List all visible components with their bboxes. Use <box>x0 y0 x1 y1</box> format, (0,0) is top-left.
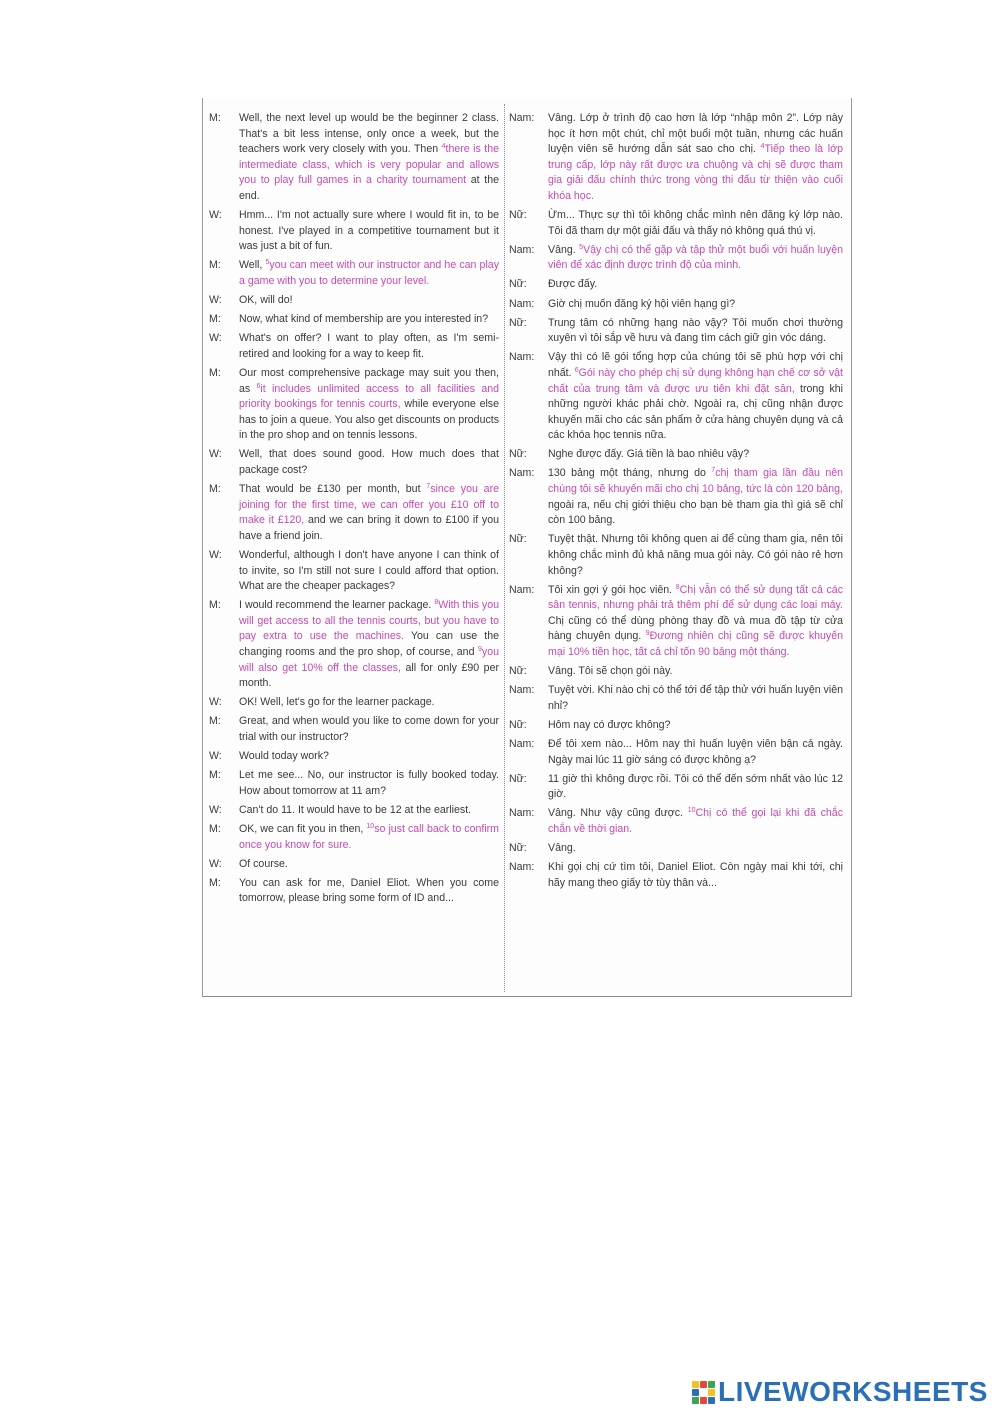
dialogue-line <box>509 466 843 528</box>
plain-text: while everyone else has to join a queue. You also get discounts on products in the pro shop and on tennis lessons. <box>239 398 499 442</box>
plain-text: Vâng. Tôi sẽ chọn gói này. <box>548 665 673 678</box>
speaker-label: Nữ: <box>509 665 527 678</box>
logo-square <box>708 1397 715 1404</box>
dialogue-line <box>509 718 843 734</box>
speaker-label: Nam: <box>509 467 535 480</box>
dialogue-text <box>239 857 499 873</box>
dialogue-text <box>548 737 843 768</box>
plain-text: I would recommend the learner package. <box>239 599 435 612</box>
answer-number: 4 <box>760 143 765 151</box>
plain-text: 11 giờ thì không được rồi. Tôi có thể đến sớm nhất vào lúc 12 giờ. <box>548 772 843 801</box>
plain-text: Chị cũng có thể dùng phòng thay đồ và mua đồ tập từ cửa hàng chuyên dụng. <box>548 614 843 643</box>
speaker-label: Nam: <box>509 684 535 697</box>
dialogue-text <box>239 208 499 255</box>
plain-text: OK, we can fit you in then, <box>239 822 367 835</box>
logo-square <box>700 1397 707 1404</box>
liveworksheets-logo[interactable] <box>692 1377 988 1407</box>
plain-text: Vâng. <box>548 243 580 256</box>
highlighted-answer-text: there is the intermediate class, which is very popular and allows you to play full games in a charity tournament <box>239 143 499 187</box>
dialogue-line <box>207 447 499 478</box>
dialogue-text <box>239 803 499 819</box>
speaker-label: Nữ: <box>509 209 527 222</box>
dialogue-text <box>548 860 843 891</box>
plain-text: Our most comprehensive package may suit you then, as <box>239 366 499 395</box>
plain-text: Great, and when would you like to come down for your trial with our instructor? <box>239 715 499 743</box>
speaker-label: Nữ: <box>509 278 527 291</box>
plain-text: and we can bring it down to £100 if you have a friend join. <box>239 514 499 542</box>
speaker-label: Nữ: <box>509 533 527 546</box>
dialogue-text <box>239 111 499 205</box>
speaker-label: Nữ: <box>509 316 527 329</box>
speaker-label: M: <box>209 313 221 326</box>
speaker-label: W: <box>209 448 222 461</box>
dialogue-line <box>207 331 499 362</box>
dialogue-text <box>239 749 499 765</box>
plain-text: Can't do 11. It would have to be 12 at the earliest. <box>239 803 472 816</box>
plain-text: Ừm... Thực sự thì tôi không chắc mình nên đăng ký lớp nào. Tôi đã tham dự một giải đấu và thấy nó không quá thú vị. <box>548 209 843 237</box>
dialogue-text <box>548 350 843 444</box>
dialogue-text <box>548 243 843 274</box>
speaker-label: Nam: <box>509 583 535 596</box>
plain-text: Wonderful, although I don't have anyone I can think of to invite, so I'm still not sure I could afford that option. What are the cheaper packages? <box>239 548 499 593</box>
dialogue-line <box>509 350 843 444</box>
dialogue-line <box>207 111 499 205</box>
dialogue-text <box>239 768 499 799</box>
logo-square <box>692 1389 699 1396</box>
highlighted-answer-text: Chị có thể gọi lại khi đã chắc chắn về thời gian. <box>548 807 843 835</box>
plain-text: You can ask for me, Daniel Eliot. When you come tomorrow, please bring some form of ID and... <box>239 876 499 905</box>
speaker-label: W: <box>209 696 222 709</box>
dialogue-line <box>207 598 499 692</box>
answer-number: 5 <box>265 259 270 267</box>
dialogue-line <box>207 749 499 765</box>
plain-text: Để tôi xem nào... Hôm nay thì huấn luyện viên bận cả ngày. Ngày mai lúc 11 giờ sáng có được không ạ? <box>548 737 843 766</box>
dialogue-line <box>509 737 843 768</box>
dialogue-text <box>239 447 499 478</box>
speaker-label: Nữ: <box>509 842 527 855</box>
dialogue-line <box>207 876 499 907</box>
plain-text: Nghe được đấy. Giá tiền là bao nhiêu vậy? <box>548 448 750 461</box>
dialogue-line <box>207 803 499 819</box>
highlighted-answer-text: so just call back to confirm once you know for sure. <box>239 822 499 851</box>
dialogue-line <box>207 695 499 711</box>
speaker-label: M: <box>209 259 221 272</box>
speaker-label: M: <box>209 112 221 124</box>
dialogue-line <box>509 297 843 313</box>
logo-grid-icon <box>692 1381 715 1404</box>
dialogue-line <box>509 806 843 837</box>
plain-text: Vâng. Như vậy cũng được. <box>548 807 688 820</box>
speaker-label: W: <box>209 857 222 870</box>
speaker-label: W: <box>209 750 222 763</box>
logo-square <box>700 1389 707 1396</box>
dialogue-text <box>548 806 843 837</box>
speaker-label: M: <box>209 483 221 496</box>
speaker-label: Nam: <box>509 351 535 364</box>
plain-text: Hmm... I'm not actually sure where I would fit in, to be honest. I've played in a competitive tournament but it was just a bit of fun. <box>239 209 499 253</box>
answer-number: 9 <box>478 646 482 653</box>
plain-text: ngoài ra, nếu chị giới thiệu cho bạn bè tham gia thì giá sẽ chỉ còn 100 bảng. <box>548 498 843 527</box>
dialogue-text <box>239 482 499 544</box>
answer-number: 4 <box>441 143 446 151</box>
logo-square <box>692 1397 699 1404</box>
plain-text: 130 bảng một tháng, nhưng do <box>548 467 712 480</box>
answer-number: 8 <box>675 583 680 591</box>
answer-number: 7 <box>711 467 716 475</box>
answer-number: 8 <box>434 599 439 607</box>
highlighted-answer-text: Tiếp theo là lớp trung cấp, lớp này rất được ưa chuộng và chị sẽ được tham gia giải đấu chính thức trong vòng thi đấu từ thiện vào cuối khóa học. <box>548 143 843 202</box>
highlighted-answer-text: chị tham gia lần đầu nên chúng tôi sẽ khuyến mãi cho chị 10 bảng, tức là còn 120 bảng, <box>548 467 843 496</box>
english-transcript-column <box>207 111 499 910</box>
dialogue-line <box>207 482 499 544</box>
plain-text: at the end. <box>239 174 500 202</box>
plain-text: Giờ chị muốn đăng ký hội viên hạng gì? <box>548 297 736 310</box>
answer-number: 10 <box>687 807 696 815</box>
dialogue-line <box>509 683 843 714</box>
answer-number: 6 <box>256 382 261 390</box>
highlighted-answer-text: With this you will get access to all the tennis courts, but you have to pay extra to use the machines. <box>239 599 499 643</box>
plain-text: You can use the changing rooms and the pro shop, of course, and <box>239 630 499 658</box>
dialogue-text <box>548 208 843 239</box>
plain-text: Well, the next level up would be the beginner 2 class. That's a bit less intense, only once a week, but the teachers work very closely with you. Then <box>239 112 499 156</box>
dialogue-line <box>509 841 843 857</box>
dialogue-line <box>509 243 843 274</box>
dialogue-line <box>509 316 843 347</box>
vietnamese-transcript-column <box>509 111 843 895</box>
plain-text: Now, what kind of membership are you interested in? <box>239 313 489 326</box>
answer-number: 7 <box>426 483 431 491</box>
plain-text: Of course. <box>239 857 288 870</box>
dialogue-line <box>207 366 499 444</box>
dialogue-line <box>509 664 843 680</box>
dialogue-line <box>509 583 843 661</box>
plain-text: Trung tâm có những hạng nào vậy? Tôi muốn chơi thường xuyên vì tôi sắp về hưu và đang tìm cách giữ gìn vóc dáng. <box>548 316 843 345</box>
plain-text: trong khi những người khác phải chờ. Ngoài ra, chị cũng nhận được khuyến mãi cho các sản phẩm ở cửa hàng chuyên dụng và cả các khóa học tennis nữa. <box>548 382 843 442</box>
answer-number: 5 <box>579 243 584 251</box>
speaker-label: Nam: <box>509 112 535 124</box>
speaker-label: Nữ: <box>509 772 527 785</box>
dialogue-line <box>207 822 499 853</box>
dialogue-text <box>239 312 499 328</box>
dialogue-line <box>207 208 499 255</box>
dialogue-text <box>548 316 843 347</box>
speaker-label: Nữ: <box>509 448 527 461</box>
dialogue-text <box>239 548 499 595</box>
speaker-label: W: <box>209 332 222 345</box>
highlighted-answer-text: Gói này cho phép chị sử dụng không hạn chế cơ sở vật chất của trung tâm và được ưu tiên khi đặt sân, <box>548 366 843 395</box>
plain-text: Hôm nay có được không? <box>548 718 671 731</box>
plain-text: all for only £90 per month. <box>239 661 499 690</box>
highlighted-answer-text: you can meet with our instructor and he can play a game with you to determine your level. <box>239 259 499 287</box>
dialogue-text <box>239 258 499 289</box>
plain-text: That would be £130 per month, but <box>239 483 427 496</box>
dialogue-line <box>509 447 843 463</box>
dialogue-text <box>239 366 499 444</box>
plain-text: What's on offer? I want to play often, as I'm semi-retired and looking for a way to keep fit. <box>239 332 499 360</box>
dialogue-text <box>548 277 843 293</box>
dialogue-line <box>509 208 843 239</box>
dialogue-text <box>548 583 843 661</box>
highlighted-answer-text: Đương nhiên chị cũng sẽ được khuyến mại 10% tiền học, tất cả chỉ tốn 90 bảng một tháng. <box>548 630 843 658</box>
dialogue-line <box>509 772 843 803</box>
dialogue-line <box>207 714 499 745</box>
brand-name: LIVEWORKSHEETS <box>718 1376 988 1407</box>
dialogue-text <box>548 683 843 714</box>
dialogue-text <box>548 664 843 680</box>
speaker-label: Nam: <box>509 861 535 874</box>
speaker-label: W: <box>209 209 222 222</box>
dialogue-text <box>239 598 499 692</box>
dialogue-line <box>509 277 843 293</box>
plain-text: Well, that does sound good. How much does that package cost? <box>239 448 499 476</box>
plain-text: Khi gọi chị cứ tìm tôi, Daniel Eliot. Còn ngày mai khi tới, chị hãy mang theo giấy tờ tùy thân và... <box>548 861 843 889</box>
logo-square <box>708 1381 715 1388</box>
plain-text: Tôi xin gợi ý gói học viên. <box>548 583 676 596</box>
dialogue-line <box>207 258 499 289</box>
dialogue-line <box>509 860 843 891</box>
highlighted-answer-text: Vậy chị có thể gặp và tập thử một buổi với huấn luyện viên để xác định được trình độ của mình. <box>548 243 843 272</box>
plain-text: OK! Well, let's go for the learner package. <box>239 696 435 709</box>
dialogue-text <box>239 695 499 711</box>
dialogue-text <box>548 111 843 205</box>
dialogue-line <box>207 548 499 595</box>
speaker-label: M: <box>209 366 221 379</box>
speaker-label: W: <box>209 548 222 561</box>
highlighted-answer-text: since you are joining for the first time, we can offer you £10 off to make it £120, <box>239 483 499 527</box>
dialogue-text <box>239 331 499 362</box>
plain-text: Well, <box>239 259 266 272</box>
dialogue-line <box>207 768 499 799</box>
dialogue-line <box>207 293 499 309</box>
transcript-page <box>202 98 852 997</box>
speaker-label: Nam: <box>509 807 535 820</box>
dialogue-text <box>548 532 843 579</box>
answer-number: 6 <box>574 366 579 374</box>
dialogue-text <box>239 822 499 853</box>
plain-text: Tuyệt thật. Nhưng tôi không quen ai để cùng tham gia, nên tôi không chắc mình đủ khả năng mua gói này. Có gói nào rẻ hơn không? <box>548 533 843 577</box>
speaker-label: M: <box>209 599 221 612</box>
dialogue-text <box>239 293 499 309</box>
dialogue-text <box>239 876 499 907</box>
dialogue-text <box>548 718 843 734</box>
logo-square <box>700 1381 707 1388</box>
plain-text: Được đấy. <box>548 278 598 291</box>
plain-text: Would today work? <box>239 750 329 763</box>
dialogue-text <box>548 297 843 313</box>
dialogue-text <box>239 714 499 745</box>
speaker-label: M: <box>209 769 221 782</box>
speaker-label: M: <box>209 715 221 728</box>
speaker-label: M: <box>209 876 221 889</box>
dialogue-line <box>207 312 499 328</box>
dialogue-text <box>548 772 843 803</box>
plain-text: Let me see... No, our instructor is fully booked today. How about tomorrow at 11 am? <box>239 769 499 797</box>
speaker-label: Nam: <box>509 737 535 750</box>
dialogue-line <box>509 111 843 205</box>
highlighted-answer-text: Chị vẫn có thể sử dụng tất cả các sân tennis, nhưng phải trả thêm phí để sử dụng các loại máy. <box>548 583 843 612</box>
dialogue-text <box>548 466 843 528</box>
answer-number: 9 <box>645 630 650 638</box>
dialogue-line <box>509 532 843 579</box>
dialogue-line <box>207 857 499 873</box>
speaker-label: W: <box>209 803 222 816</box>
plain-text: Vâng. <box>548 842 576 855</box>
speaker-label: Nam: <box>509 297 535 310</box>
logo-square <box>692 1381 699 1388</box>
dialogue-text <box>548 447 843 463</box>
speaker-label: Nam: <box>509 243 535 256</box>
dialogue-text <box>548 841 843 857</box>
speaker-label: W: <box>209 294 222 307</box>
column-divider <box>504 104 505 992</box>
plain-text: Vậy thì có lẽ gói tổng hợp của chúng tôi sẽ phù hợp với chị nhất. <box>548 351 843 379</box>
logo-square <box>708 1389 715 1396</box>
speaker-label: Nữ: <box>509 718 527 731</box>
plain-text: Vâng. Lớp ở trình độ cao hơn là lớp “nhập môn 2”. Lớp này học ít hơn một chút, chỉ một buổi một tuần, nhưng các huấn luyện viên sẽ hướng dẫn sát sao cho chị. <box>548 112 843 156</box>
plain-text: OK, will do! <box>239 294 293 307</box>
highlighted-answer-text: you will also get 10% off the classes, <box>239 646 499 674</box>
answer-number: 10 <box>366 822 375 830</box>
speaker-label: M: <box>209 822 221 835</box>
highlighted-answer-text: it includes unlimited access to all facilities and priority bookings for tennis courts, <box>239 382 499 411</box>
plain-text: Tuyệt vời. Khi nào chị có thể tới để tập thử với huấn luyện viên nhỉ? <box>548 684 843 712</box>
